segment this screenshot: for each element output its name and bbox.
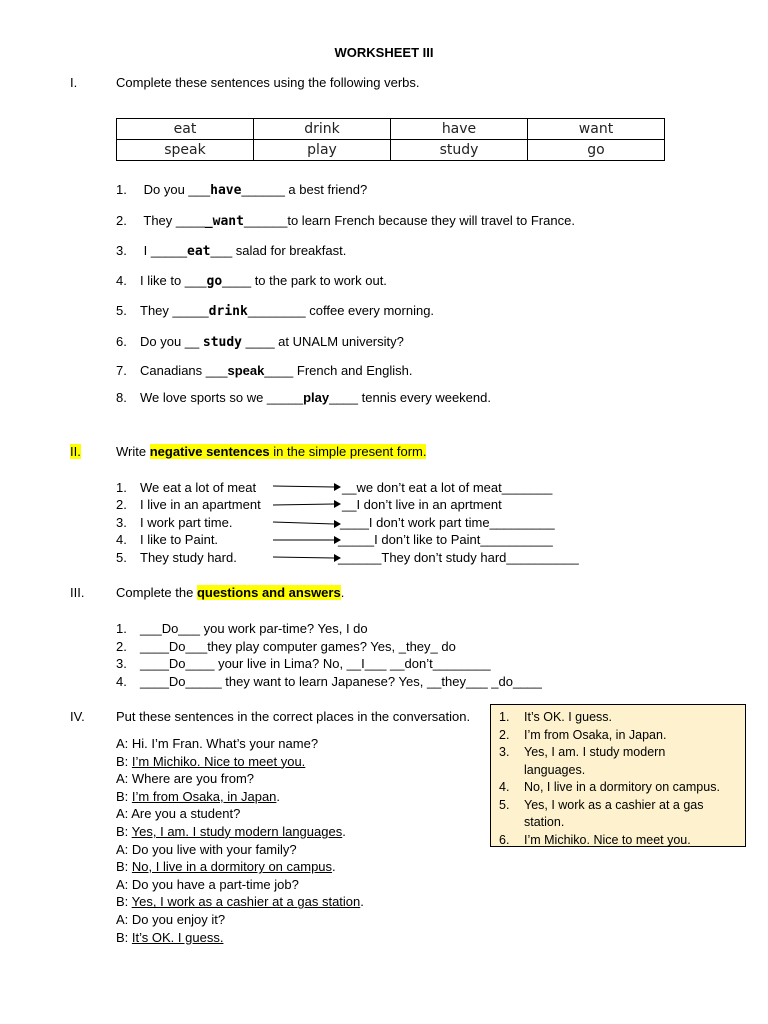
option-number: 4.	[499, 780, 510, 794]
verb-cell: eat	[117, 119, 254, 140]
option-text: Yes, I work as a cashier at a gas station.	[524, 797, 704, 829]
dialogue-text: Hi. I’m Fran. What’s your name?	[131, 736, 319, 751]
option-text: It’s OK. I guess.	[524, 710, 613, 724]
arrow-icon	[272, 535, 342, 545]
section-3-number: III.	[70, 585, 85, 600]
conversation	[116, 735, 364, 946]
section-1-number: I.	[70, 75, 78, 90]
negative-item: 4. I like to Paint.	[116, 532, 219, 547]
negative-answer: ____I don’t work part time_________	[340, 515, 555, 530]
dialogue-text: Do you live with your family?	[131, 841, 297, 857]
arrow-icon	[272, 553, 342, 563]
verb-cell: speak	[117, 140, 254, 161]
negative-answer: __I don’t live in an aprtment	[342, 497, 502, 512]
dialogue-text: No, I live in a dormitory on campus	[131, 859, 333, 875]
section-4-instruction: Put these sentences in the correct places in the conversation.	[116, 709, 471, 724]
fill-in-item: 6. Do you __ study ____ at UNALM university?	[116, 334, 404, 350]
option-text: Yes, I am. I study modern languages.	[524, 745, 666, 777]
qa-item: 3. ____Do____ your live in Lima? No, __I___ __don’t________	[116, 656, 491, 671]
dialogue-punctuation: .	[332, 859, 336, 875]
dialogue-punctuation: .	[276, 788, 281, 804]
option-text: I’m from Osaka, in Japan.	[524, 727, 667, 742]
dialogue-text: I’m from Osaka, in Japan	[131, 788, 277, 804]
sentence-option	[491, 779, 724, 797]
option-number: 1.	[499, 710, 510, 724]
sentence-box	[490, 704, 746, 847]
option-text: No, I live in a dormitory on campus.	[524, 780, 720, 794]
speaker-label: B:	[116, 753, 132, 769]
dialogue-text: Yes, I work as a cashier at a gas station	[131, 894, 361, 910]
section-2-number: II.	[70, 444, 81, 459]
fill-in-item: 3. I _____eat___ salad for breakfast.	[116, 243, 347, 259]
sentence-list	[491, 705, 745, 849]
sentence-option	[491, 797, 724, 832]
dialogue-line	[116, 805, 364, 823]
dialogue-text: Yes, I am. I study modern languages	[131, 823, 343, 839]
dialogue-text: Where are you from?	[131, 771, 255, 787]
qa-item: 1. ___Do___ you work par-time? Yes, I do	[116, 621, 368, 636]
dialogue-line	[116, 841, 364, 859]
dialogue-line	[116, 735, 364, 753]
fill-in-item: 4. I like to ___go____ to the park to work out.	[116, 273, 387, 289]
verb-cell: have	[391, 119, 528, 140]
speaker-label: A:	[116, 736, 132, 751]
option-text: I’m Michiko. Nice to meet you.	[524, 832, 691, 847]
fill-in-item: 5. They _____drink________ coffee every morning.	[116, 303, 435, 319]
negative-item: 5. They study hard.	[116, 550, 237, 565]
negative-item: 3. I work part time.	[116, 515, 233, 530]
dialogue-text: It’s OK. I guess.	[131, 929, 224, 945]
section-3-instruction: Complete the questions and answers.	[116, 585, 345, 600]
arrow-icon	[272, 499, 342, 509]
option-number: 2.	[499, 727, 510, 742]
speaker-label: A:	[116, 876, 132, 892]
speaker-label: B:	[116, 859, 132, 875]
dialogue-text: Do you have a part-time job?	[131, 876, 299, 892]
speaker-label: A:	[116, 911, 132, 927]
fill-in-item: 8. We love sports so we _____play____ tennis every weekend.	[116, 390, 491, 405]
section-1-instruction: Complete these sentences using the following verbs.	[116, 75, 420, 90]
fill-in-item: 7. Canadians ___speak____ French and English.	[116, 363, 413, 378]
negative-item: 2. I live in an apartment	[116, 497, 261, 512]
section-4-number: IV.	[70, 709, 85, 724]
verb-cell: go	[528, 140, 665, 161]
arrow-icon	[272, 482, 342, 492]
dialogue-line	[116, 788, 364, 806]
dialogue-line	[116, 858, 364, 876]
option-number: 5.	[499, 797, 510, 812]
dialogue-line	[116, 753, 364, 771]
arrow-icon	[272, 519, 342, 529]
negative-item: 1. We eat a lot of meat	[116, 480, 257, 495]
qa-item: 4. ____Do_____ they want to learn Japanese? Yes, __they___ _do____	[116, 674, 542, 689]
option-number: 6.	[499, 832, 510, 847]
option-number: 3.	[499, 745, 510, 759]
dialogue-line	[116, 893, 364, 911]
verb-table	[116, 118, 665, 161]
dialogue-line	[116, 929, 364, 947]
negative-answer: _____I don’t like to Paint__________	[338, 532, 553, 547]
verb-cell: want	[528, 119, 665, 140]
speaker-label: B:	[116, 823, 132, 839]
speaker-label: A:	[116, 806, 132, 822]
sentence-option	[491, 832, 724, 850]
fill-in-item: 2. They _____want______to learn French because they will travel to France.	[116, 213, 575, 229]
fill-in-item: 1. Do you ___have______ a best friend?	[116, 182, 368, 198]
speaker-label: B:	[116, 894, 132, 910]
verb-cell: play	[254, 140, 391, 161]
dialogue-text: Are you a student?	[131, 806, 241, 822]
speaker-label: A:	[116, 771, 132, 787]
negative-answer: ______They don’t study hard__________	[338, 550, 579, 565]
worksheet-title: WORKSHEET III	[334, 45, 434, 60]
negative-answer: __we don’t eat a lot of meat_______	[342, 480, 553, 495]
sentence-option	[491, 744, 724, 779]
qa-item: 2. ____Do___they play computer games? Yes, _they_ do	[116, 639, 456, 654]
sentence-option	[491, 709, 724, 727]
sentence-option	[491, 727, 724, 745]
speaker-label: B:	[116, 788, 132, 804]
dialogue-text: I’m Michiko. Nice to meet you.	[131, 753, 306, 769]
dialogue-line	[116, 770, 364, 788]
verb-cell: study	[391, 140, 528, 161]
dialogue-text: Do you enjoy it?	[131, 911, 226, 927]
speaker-label: A:	[116, 841, 132, 857]
speaker-label: B:	[116, 929, 132, 945]
section-2-instruction: Write negative sentences in the simple present form.	[116, 444, 427, 459]
dialogue-line	[116, 823, 364, 841]
dialogue-line	[116, 876, 364, 894]
verb-cell: drink	[254, 119, 391, 140]
dialogue-line	[116, 911, 364, 929]
dialogue-punctuation: .	[360, 894, 364, 910]
dialogue-punctuation: .	[342, 823, 346, 839]
